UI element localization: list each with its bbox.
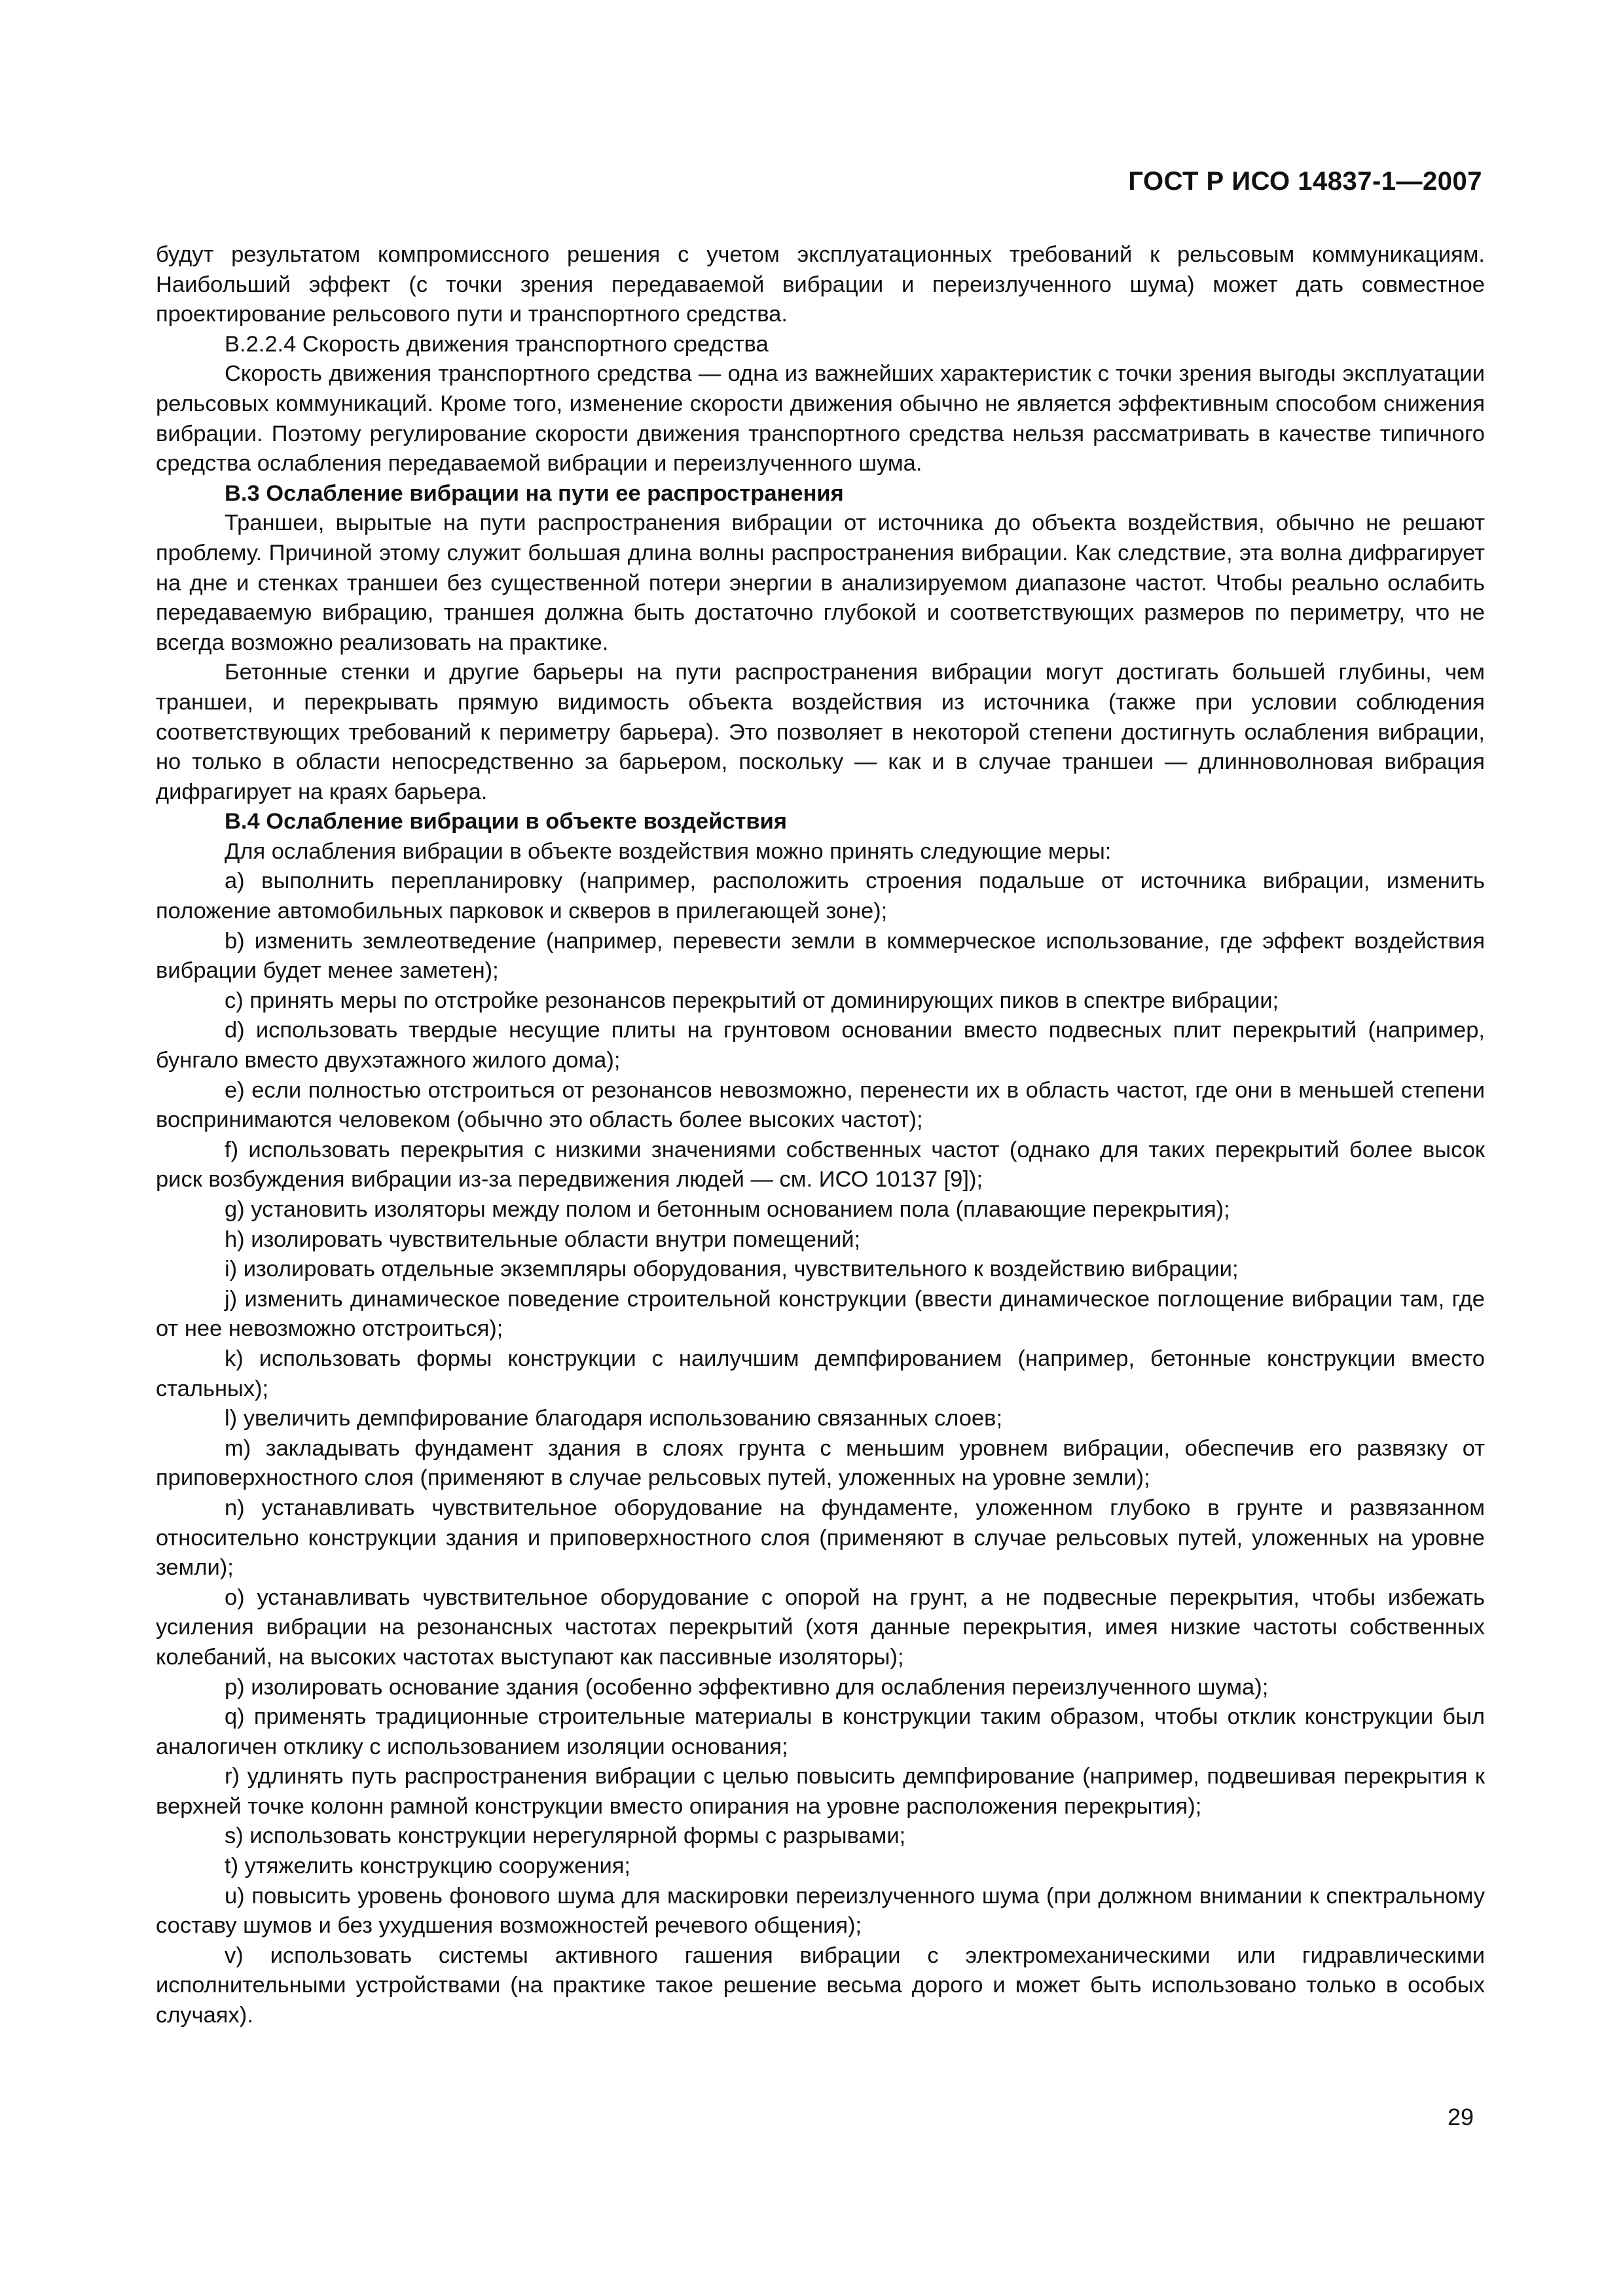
section-b3-title: В.3 Ослабление вибрации на пути ее распространения [225,480,844,506]
list-item-p: p) изолировать основание здания (особенно эффективно для ослабления переизлученного шума); [225,1674,1269,1700]
paragraph-measures-intro: Для ослабления вибрации в объекте воздействия можно принять следующие меры: [225,838,1112,864]
list-item-i: i) изолировать отдельные экземпляры оборудования, чувствительного к воздействию вибрации; [225,1257,1239,1282]
list-item-m: m) закладывать фундамент здания в слоях грунта с меньшим уровнем вибрации, обеспечив его развязку от приповерхностного слоя (применяют в случае рельсовых путей, уложенных на уровне земли); [156,1435,1485,1491]
list-item-s: s) использовать конструкции нерегулярной формы с разрывами; [225,1823,906,1849]
paragraph-speed: Скорость движения транспортного средства — одна из важнейших характеристик с точки зрения выгоды эксплуатации рельсовых коммуникаций. Кроме того, изменение скорости движения обычно не является эффективным способом снижения вибрации. Поэтому регулирование скорости движения транспортного средства нельзя рассматривать в качестве типичного средства ослабления передаваемой вибрации и переизлученного шума. [156,361,1485,476]
document-body [156,240,1485,2031]
list-item-e: e) если полностью отстроиться от резонансов невозможно, перенести их в область частот, где они в меньшей степени воспринимаются человеком (обычно это область более высоких частот); [156,1077,1485,1133]
subsection-b224-title: В.2.2.4 Скорость движения транспортного средства [225,331,769,357]
list-item-a: а) выполнить перепланировку (например, расположить строения подальше от источника вибрации, изменить положение автомобильных парковок и скверов в прилегающей зоне); [156,869,1485,924]
list-item-r: r) удлинять путь распространения вибрации с целью повысить демпфирование (например, подвешивая перекрытия к верхней точке колонн рамной конструкции вместо опирания на уровне расположения перекрытия); [156,1764,1485,1819]
list-item-f: f) использовать перекрытия с низкими значениями собственных частот (однако для таких перекрытий более высок риск возбуждения вибрации из-за передвижения людей — см. ИСО 10137 [9]); [156,1137,1485,1193]
list-item-v: v) использовать системы активного гашения вибрации с электромеханическими или гидравлическими исполнительными устройствами (на практике такое решение весьма дорого и может быть использовано только в особых случаях). [156,1943,1485,2028]
section-b4-title: В.4 Ослабление вибрации в объекте воздействия [225,809,787,834]
list-item-l: l) увеличить демпфирование благодаря использованию связанных слоев; [225,1406,1003,1431]
list-item-j: j) изменить динамическое поведение строительной конструкции (ввести динамическое поглощение вибрации там, где от нее невозможно отстроиться); [156,1286,1485,1342]
list-item-b: b) изменить землеотведение (например, перевести земли в коммерческое использование, где эффект воздействия вибрации будет менее заметен); [156,928,1485,984]
list-item-o: o) устанавливать чувствительное оборудование с опорой на грунт, а не подвесные перекрытия, чтобы избежать усиления вибрации на резонансных частотах перекрытий (хотя данные перекрытия, имея низкие частоты собственных колебаний, на высоких частотах выступают как пассивные изоляторы); [156,1585,1485,1670]
paragraph-continuation: будут результатом компромиссного решения с учетом эксплуатационных требований к рельсовым коммуникациям. Наибольший эффект (с точки зрения передаваемой вибрации и переизлученного шума) может дать совместное проектирование рельсового пути и транспортного средства. [156,242,1485,327]
paragraph-barriers: Бетонные стенки и другие барьеры на пути распространения вибрации могут достигать большей глубины, чем траншеи, и перекрывать прямую видимость объекта воздействия из источника (также при условии соблюдения соответствующих требований к периметру барьера). Это позволяет в некоторой степени достигнуть ослабления вибрации, но только в области непосредственно за барьером, поскольку — как и в случае траншеи — длинноволновая вибрация дифрагирует на краях барьера. [156,660,1485,804]
list-item-u: u) повысить уровень фонового шума для маскировки переизлученного шума (при должном внимании к спектральному составу шумов и без ухудшения возможностей речевого общения); [156,1883,1485,1939]
list-item-n: n) устанавливать чувствительное оборудование на фундаменте, уложенном глубоко в грунте и развязанном относительно конструкции здания и приповерхностного слоя (применяют в случае рельсовых путей, уложенных на уровне земли); [156,1495,1485,1581]
list-item-d: d) использовать твердые несущие плиты на грунтовом основании вместо подвесных плит перекрытий (например, бунгало вместо двухэтажного жилого дома); [156,1018,1485,1073]
page-number: 29 [1447,2104,1474,2130]
list-item-g: g) установить изоляторы между полом и бетонным основанием пола (плавающие перекрытия); [225,1197,1230,1222]
list-item-h: h) изолировать чувствительные области внутри помещений; [225,1227,861,1252]
standard-code-header: ГОСТ Р ИСО 14837-1—2007 [1128,167,1482,196]
list-item-q: q) применять традиционные строительные материалы в конструкции таким образом, чтобы отклик конструкции был аналогичен отклику с использованием изоляции основания; [156,1704,1485,1759]
list-item-c: c) принять меры по отстройке резонансов перекрытий от доминирующих пиков в спектре вибрации; [225,988,1279,1013]
list-item-k: k) использовать формы конструкции с наилучшим демпфированием (например, бетонные конструкции вместо стальных); [156,1346,1485,1401]
list-item-t: t) утяжелить конструкцию сооружения; [225,1854,630,1879]
paragraph-trenches: Траншеи, вырытые на пути распространения вибрации от источника до объекта воздействия, обычно не решают проблему. Причиной этому служит большая длина волны распространения вибрации. Как следствие, эта волна дифрагирует на дне и стенках траншеи без существенной потери энергии в анализируемом диапазоне частот. Чтобы реально ослабить передаваемую вибрацию, траншея должна быть достаточно глубокой и соответствующих размеров по периметру, что не всегда возможно реализовать на практике. [156,511,1485,655]
